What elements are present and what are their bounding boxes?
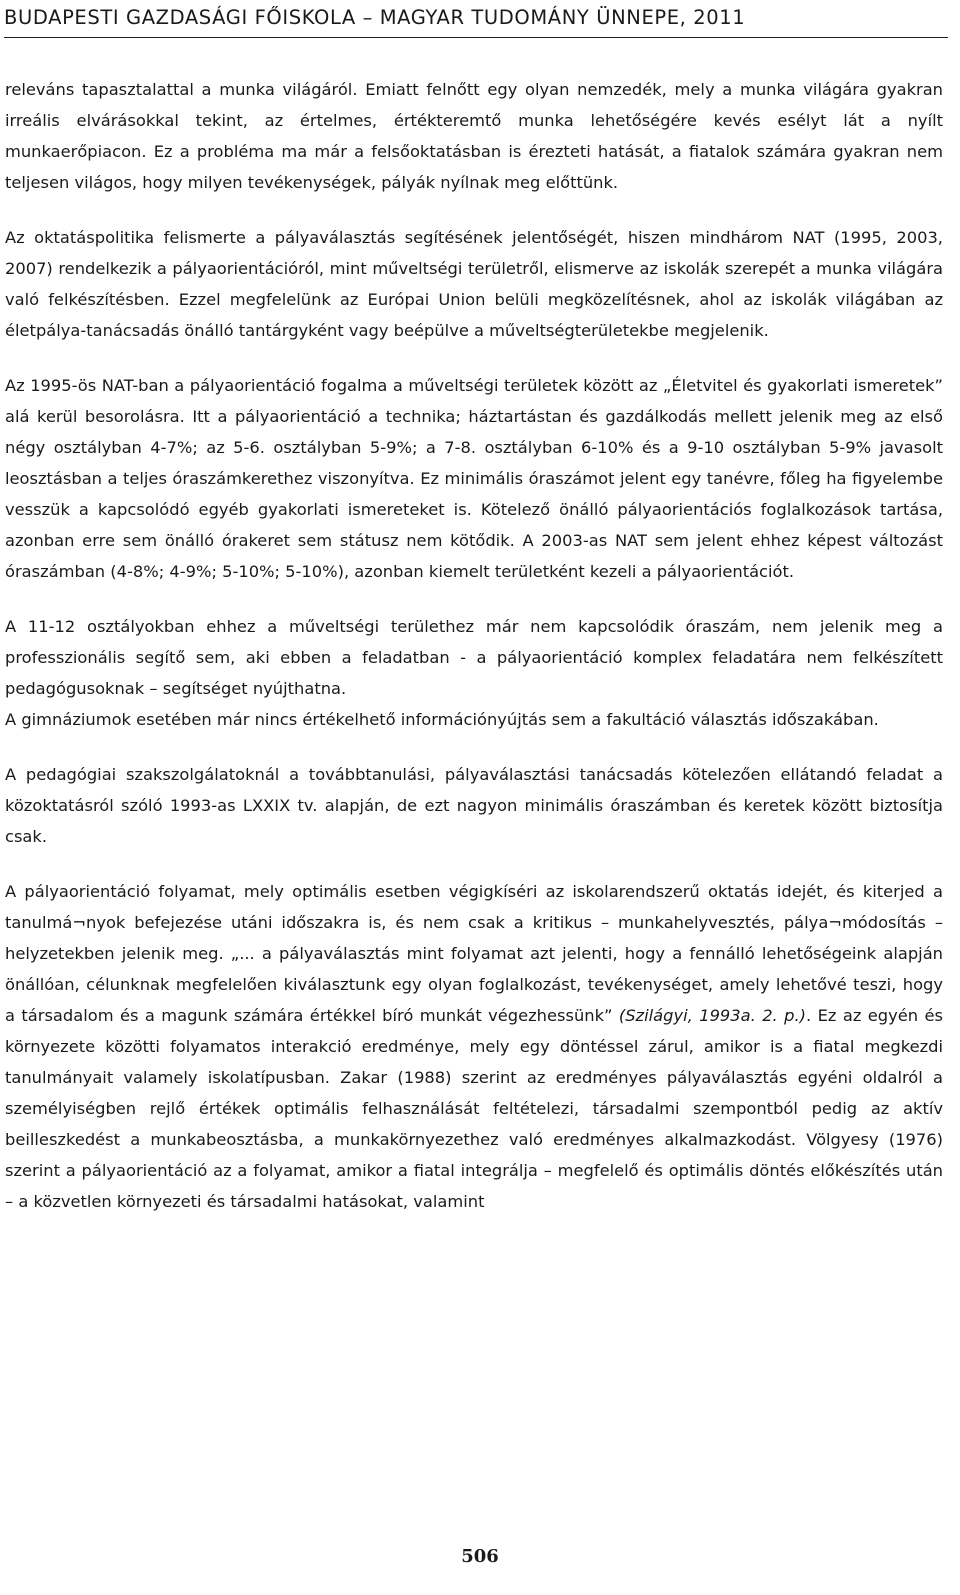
paragraph-7-text-end: . Ez az egyén és környezete közötti folyamatos interakció eredménye, mely egy döntéssel zárul, amikor is a fiatal megkezdi tanulmányait valamely iskolatípusban. Zakar (1988) szerint az eredményes pályaválasztás egyéni oldalról a személyiségben rejlő értékek optimális felhasználását feltételezi, társadalmi szempontból pedig az aktív beilleszkedést a munkabeosztásba, a munkakörnyezethez való eredményes alkalmazkodást. Völgyesy (1976) szerint a pályaorientáció az a folyamat, amikor a fiatal integrálja – megfelelő és optimális döntés előkészítés után – a közvetlen környezeti és társadalmi hatásokat, valamint	[5, 1006, 943, 1211]
paragraph-6: A pedagógiai szakszolgálatoknál a továbbtanulási, pályaválasztási tanácsadás kötelezően ellátandó feladat a közoktatásról szóló 1993-as LXXIX tv. alapján, de ezt nagyon minimális óraszámban és keretek között biztosítja csak.	[5, 765, 943, 846]
paragraph-1: releváns tapasztalattal a munka világáról. Emiatt felnőtt egy olyan nemzedék, mely a munka világára gyakran irreális elvárásokkal tekint, az értelmes, értékteremtő munka lehetőségére kevés esélyt lát a nyílt munkaerőpiacon. Ez a probléma ma már a felsőoktatásban is érezteti hatását, a fiatalok számára gyakran nem teljesen világos, hogy milyen tevékenységek, pályák nyílnak meg előttünk.	[5, 80, 943, 192]
paragraph-5: A gimnáziumok esetében már nincs értékelhető információnyújtás sem a fakultáció választás időszakában.	[5, 710, 879, 729]
running-header: BUDAPESTI GAZDASÁGI FŐISKOLA – MAGYAR TUDOMÁNY ÜNNEPE, 2011	[4, 6, 746, 29]
paragraph-4: A 11-12 osztályokban ehhez a műveltségi területhez már nem kapcsolódik óraszám, nem jelenik meg a professzionális segítő sem, aki ebben a feladatban - a pályaorientáció komplex feladatára nem felkészített pedagógusoknak – segítséget nyújthatna.	[5, 617, 943, 698]
citation: (Szilágyi, 1993a. 2. p.)	[618, 1006, 807, 1025]
body-text	[5, 74, 943, 1217]
paragraph-7	[5, 876, 943, 1217]
paragraph-2: Az oktatáspolitika felismerte a pályaválasztás segítésének jelentőségét, hiszen mindhárom NAT (1995, 2003, 2007) rendelkezik a pályaorientációról, mint műveltségi területről, elismerve az iskolák szerepét a munka világára való felkészítésben. Ezzel megfelelünk az Európai Union belüli megközelítésnek, ahol az iskolák világában az életpálya-tanácsadás önálló tantárgyként vagy beépülve a műveltségterületekbe megjelenik.	[5, 228, 943, 340]
paragraph-7-text-start: A pályaorientáció folyamat, mely optimális esetben végigkíséri az iskolarendszerű oktatás idejét, és kiterjed a tanulmá¬nyok befejezése utáni időszakra is, és nem csak a kritikus – munkahelyvesztés, pálya¬módosítás – helyzetekben jelenik meg. „... a pályaválasztás mint folyamat azt jelenti, hogy a fennálló lehetőségeink alapján önállóan, célunknak megfelelően kiválasztunk egy olyan foglalkozást, tevékenységet, amely lehetővé teszi, hogy a társadalom és a magunk számára értékkel bíró munkát végezhessünk”	[5, 882, 943, 1025]
paragraph-3: Az 1995-ös NAT-ban a pályaorientáció fogalma a műveltségi területek között az „Életvitel és gyakorlati ismeretek” alá kerül besorolásra. Itt a pályaorientáció a technika; háztartástan és gazdálkodás mellett jelenik meg az első négy osztályban 4-7%; az 5-6. osztályban 5-9%; a 7-8. osztályban 6-10% és a 9-10 osztályban 5-9% javasolt leosztásban a teljes óraszámkerethez viszonyítva. Ez minimális óraszámot jelent egy tanévre, főleg ha figyelembe vesszük a kapcsolódó egyéb gyakorlati ismereteket is. Kötelező önálló pályaorientációs foglalkozások tartása, azonban erre sem önálló órakeret sem státusz nem kötődik. A 2003-as NAT sem jelent ehhez képest változást óraszámban (4-8%; 4-9%; 5-10%; 5-10%), azonban kiemelt területként kezeli a pályaorientációt.	[5, 376, 943, 581]
header-divider	[4, 37, 948, 38]
page-number: 506	[461, 1546, 499, 1567]
